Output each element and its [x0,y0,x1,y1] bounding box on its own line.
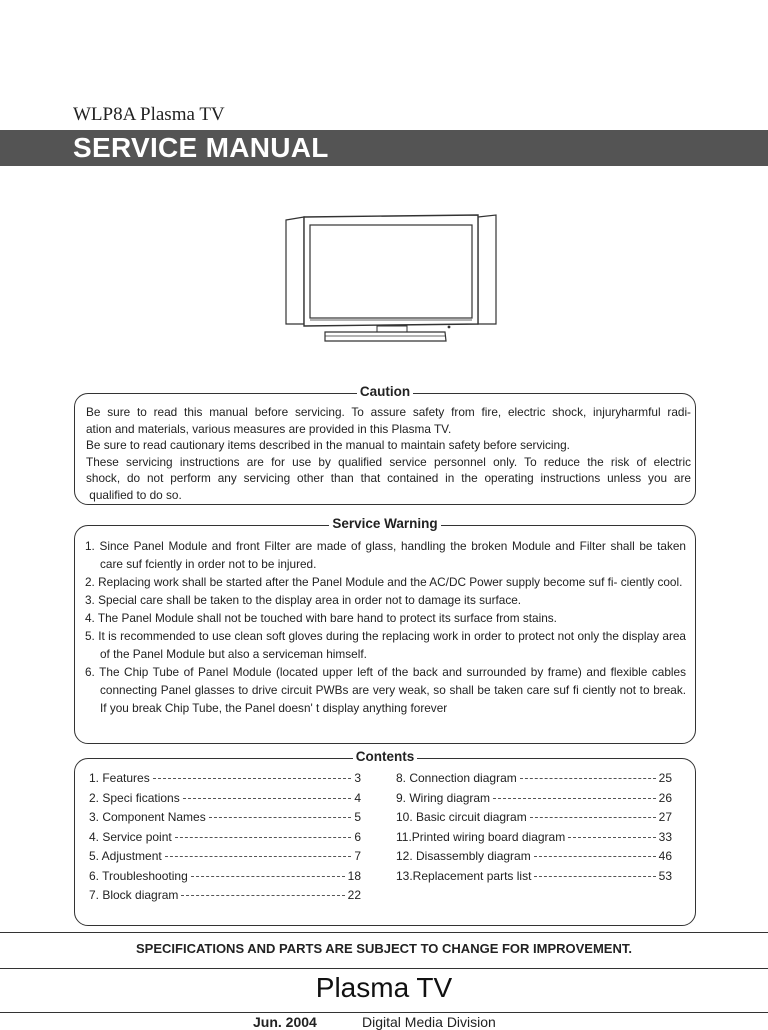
tv-speaker-right [478,215,496,324]
toc-entry[interactable] [396,771,672,791]
tv-screen [310,225,472,318]
caution-line: ation and materials, various measures are provided in this Plasma TV. [86,421,452,436]
toc-page: 26 [658,790,672,805]
caution-title: Caution [357,384,413,399]
toc-leader [568,837,655,838]
divider-bottom [0,1012,768,1013]
toc-entry[interactable] [89,810,361,830]
toc-leader [534,876,655,877]
service-warning-box [74,516,696,744]
toc-label: 7. Block diagram [89,888,179,902]
toc-leader [520,778,656,779]
toc-entry[interactable] [396,810,672,830]
toc-label: 2. Speci fications [89,790,180,805]
toc-label: 1. Features [89,771,150,785]
toc-page: 46 [658,849,672,863]
warning-item: 2. Replacing work shall be started after the Panel Module and the AC/DC Power supply become suf fi- ciently cool. [85,575,683,589]
toc-page: 6 [354,829,361,844]
service-warning-list [85,537,686,717]
toc-label: 11.Printed wiring board diagram [396,829,566,844]
warning-item: 4. The Panel Module shall not be touched with bare hand to protect its surface from stains. [85,611,557,625]
toc-entry[interactable] [89,888,361,908]
warning-item: 3. Special care shall be taken to the display area in order not to damage its surface. [85,593,522,607]
toc-label: 10. Basic circuit diagram [396,810,527,824]
toc-label: 4. Service point [89,829,172,844]
toc-entry[interactable] [89,771,361,791]
toc-entry[interactable] [396,849,672,869]
contents-box [74,749,696,926]
divider-middle [0,968,768,969]
toc-page: 3 [354,771,361,785]
plasma-tv-illustration [282,212,502,352]
caution-box [74,384,696,505]
toc-label: 9. Wiring diagram [396,790,491,805]
toc-page: 4 [354,790,361,805]
division-name: Digital Media Division [362,1014,496,1030]
caution-line: These servicing instructions are for use by qualified service personnel only. To reduce the risk of electric [86,454,691,469]
tv-neck [377,326,407,332]
contents-title: Contents [353,749,418,764]
model-name: WLP8A Plasma TV [73,104,225,125]
toc-entry[interactable] [89,869,361,889]
toc-leader [534,856,656,857]
toc-page: 27 [658,810,672,824]
toc-page: 33 [658,829,672,844]
toc-page: 18 [347,868,361,883]
contents-column-right [396,771,672,888]
service-warning-title: Service Warning [329,516,440,531]
tv-base [325,332,446,341]
toc-page: 25 [658,771,672,785]
toc-label: 13.Replacement parts list [396,868,532,883]
toc-label: 5. Adjustment [89,849,162,863]
toc-leader [175,837,352,838]
caution-line: shock, do not perform any servicing other than that contained in the operating instructions unless you are [86,471,691,485]
toc-entry[interactable] [89,791,361,811]
toc-page: 53 [658,868,672,883]
toc-leader [530,817,656,818]
toc-leader [191,876,345,877]
toc-label: 12. Disassembly diagram [396,849,531,863]
toc-leader [493,798,656,799]
warning-item: 6. The Chip Tube of Panel Module (located upper left of the back and surrounded by frame) and flexible cables connecting Panel glasses to drive circuit PWBs are very weak, so shall be taken care suf fi ciently not to break. If you break Chip Tube, the Panel doesn' t display anything forever [85,665,686,715]
tv-speaker-left [286,217,304,324]
contents-column-left [89,771,361,908]
manual-title: SERVICE MANUAL [73,132,329,163]
caution-line: qualified to do so. [86,487,182,502]
toc-label: 6. Troubleshooting [89,868,188,883]
product-name: Plasma TV [315,972,453,1003]
toc-leader [183,798,352,799]
toc-leader [153,778,352,779]
title-banner [0,130,768,166]
toc-page: 22 [347,888,361,902]
caution-text [86,404,691,503]
toc-entry[interactable] [396,869,672,889]
toc-label: 8. Connection diagram [396,771,517,785]
caution-line: Be sure to read this manual before servicing. To assure safety from fire, electric shock, injuryharmful radi- [86,405,691,419]
tv-led-indicator [448,326,451,329]
warning-item: 1. Since Panel Module and front Filter are made of glass, handling the broken Module and Filter shall be taken care suf fciently in order not to be injured. [85,539,686,571]
toc-leader [181,895,344,896]
toc-entry[interactable] [89,830,361,850]
toc-page: 5 [354,810,361,824]
caution-line: Be sure to read cautionary items described in the manual to maintain safety before servicing. [86,438,570,452]
toc-page: 7 [354,849,361,863]
toc-label: 3. Component Names [89,810,206,824]
toc-entry[interactable] [396,830,672,850]
toc-entry[interactable] [89,849,361,869]
toc-entry[interactable] [396,791,672,811]
warning-item: 5. It is recommended to use clean soft gloves during the replacing work in order to protect not only the display area of the Panel Module but also a serviceman himself. [85,629,686,661]
toc-leader [209,817,352,818]
publication-date: Jun. 2004 [253,1014,317,1030]
toc-leader [165,856,352,857]
change-notice: SPECIFICATIONS AND PARTS ARE SUBJECT TO CHANGE FOR IMPROVEMENT. [136,941,632,956]
divider-top [0,932,768,933]
